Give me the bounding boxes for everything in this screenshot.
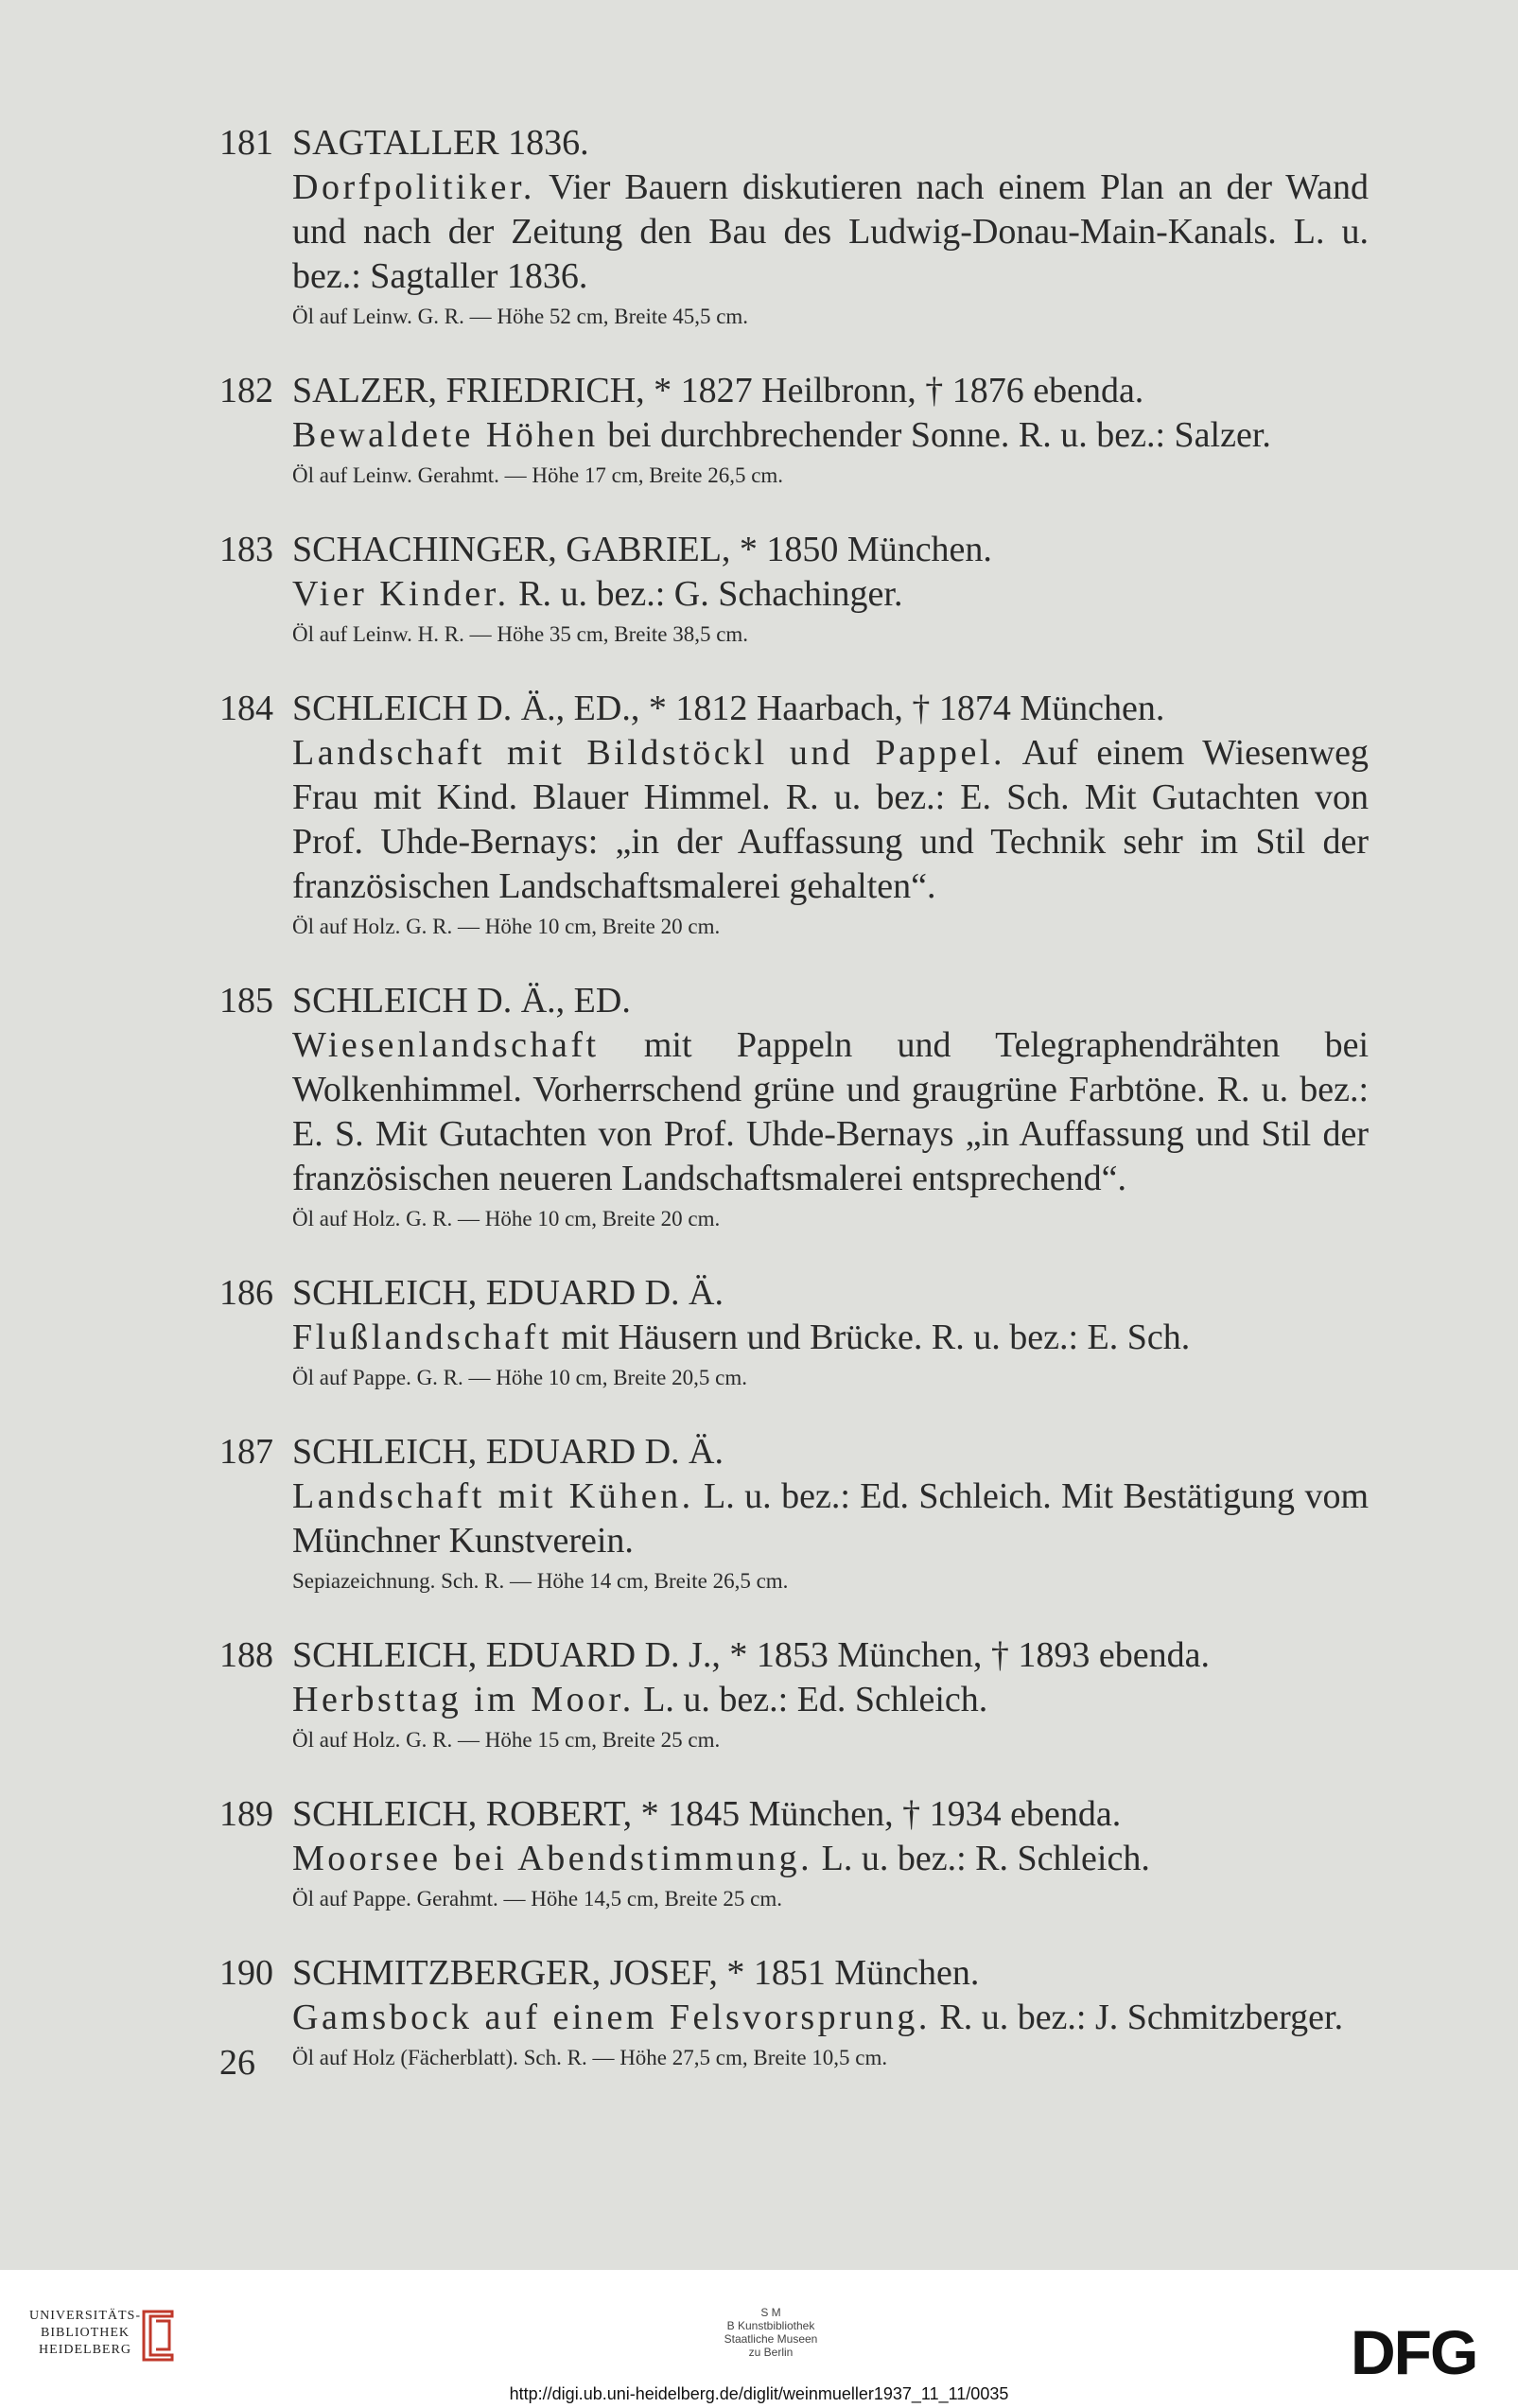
entry-number: 190: [219, 1953, 273, 1993]
artist-heading: SAGTALLER 1836.: [292, 123, 589, 163]
artist-heading: SALZER, FRIEDRICH, * 1827 Heilbronn, † 1876 ebenda.: [292, 371, 1144, 410]
entry-number: 182: [219, 371, 273, 410]
catalog-entry: [219, 1430, 1369, 1596]
catalog-entry: [219, 1792, 1369, 1913]
catalog-entry: [219, 369, 1369, 490]
artwork-title: Bewaldete Höhen: [292, 415, 599, 455]
artist-heading: SCHLEICH D. Ä., ED.: [292, 981, 631, 1021]
entry-description: [292, 1996, 1369, 2040]
technique-dimensions: Öl auf Leinw. Gerahmt. — Höhe 17 cm, Breite 26,5 cm.: [292, 463, 784, 487]
artist-heading: SCHLEICH, EDUARD D. Ä.: [292, 1432, 724, 1472]
sm-kunstbibliothek-logo[interactable]: S M B Kunstbibliothek Staatliche Museen zu Berlin: [724, 2306, 818, 2359]
artwork-title: Dorfpolitiker.: [292, 167, 535, 207]
entry-number: 187: [219, 1432, 273, 1472]
artwork-title: Flußlandschaft: [292, 1317, 552, 1357]
artwork-title: Moorsee bei Abendstimmung.: [292, 1839, 813, 1878]
page-number: 26: [219, 2043, 255, 2083]
entry-list: [219, 121, 1369, 2110]
digitization-footer: [0, 2270, 1518, 2408]
description-text: Auf einem Wiesenweg Frau mit Kind. Blauer Himmel. R. u. bez.: E. Sch. Mit Gutachten von Prof. Uhde-Bernays: „in der Auffassung und Technik sehr im Stil der französischen Landschaftsmalerei gehalten“.: [292, 733, 1369, 906]
entry-description: [292, 166, 1369, 299]
technique-dimensions: Öl auf Holz. G. R. — Höhe 10 cm, Breite 20 cm.: [292, 915, 721, 938]
catalog-entry: [219, 979, 1369, 1233]
artist-heading: SCHLEICH D. Ä., ED., * 1812 Haarbach, † 1874 München.: [292, 689, 1165, 728]
catalog-entry: [219, 1271, 1369, 1392]
catalog-entry: [219, 1633, 1369, 1754]
technique-dimensions: Öl auf Pappe. Gerahmt. — Höhe 14,5 cm, Breite 25 cm.: [292, 1887, 783, 1911]
entry-description: [292, 1023, 1369, 1201]
entry-description: [292, 1474, 1369, 1563]
technique-dimensions: Öl auf Leinw. G. R. — Höhe 52 cm, Breite 45,5 cm.: [292, 305, 749, 328]
catalog-entry: [219, 1951, 1369, 2072]
entry-description: [292, 731, 1369, 909]
description-text: Vier Bauern diskutieren nach einem Plan an der Wand und nach der Zeitung den Bau des Ludwig-Donau-Main-Kanals. L. u. bez.: Sagtaller 1836.: [292, 167, 1369, 296]
permalink-url[interactable]: http://digi.ub.uni-heidelberg.de/diglit/weinmueller1937_11_11/0035: [509, 2384, 1009, 2403]
entry-description: [292, 1837, 1369, 1881]
artwork-title: Gamsbock auf einem Felsvorsprung.: [292, 1998, 931, 2037]
technique-dimensions: Öl auf Pappe. G. R. — Höhe 10 cm, Breite 20,5 cm.: [292, 1366, 747, 1389]
entry-description: [292, 1678, 1369, 1722]
library-emblem-icon: [138, 2308, 178, 2363]
technique-dimensions: Sepiazeichnung. Sch. R. — Höhe 14 cm, Breite 26,5 cm.: [292, 1569, 789, 1593]
artist-heading: SCHACHINGER, GABRIEL, * 1850 München.: [292, 530, 992, 569]
artwork-title: Vier Kinder.: [292, 574, 510, 614]
entry-description: [292, 1316, 1369, 1360]
university-library-logo[interactable]: UNIVERSITÄTS- BIBLIOTHEK HEIDELBERG: [29, 2309, 141, 2357]
description-text: mit Häusern und Brücke. R. u. bez.: E. Sch.: [561, 1317, 1191, 1357]
technique-dimensions: Öl auf Holz. G. R. — Höhe 15 cm, Breite 25 cm.: [292, 1728, 721, 1752]
technique-dimensions: Öl auf Holz (Fächerblatt). Sch. R. — Höhe 27,5 cm, Breite 10,5 cm.: [292, 2046, 888, 2069]
entry-number: 183: [219, 530, 273, 569]
catalog-entry: [219, 528, 1369, 649]
entry-number: 181: [219, 123, 273, 163]
description-text: L. u. bez.: Ed. Schleich.: [643, 1680, 988, 1719]
entry-number: 185: [219, 981, 273, 1021]
description-text: bei durchbrechender Sonne. R. u. bez.: Salzer.: [607, 415, 1271, 455]
entry-number: 186: [219, 1273, 273, 1313]
artist-heading: SCHLEICH, EDUARD D. Ä.: [292, 1273, 724, 1313]
entry-description: [292, 572, 1369, 617]
technique-dimensions: Öl auf Leinw. H. R. — Höhe 35 cm, Breite 38,5 cm.: [292, 622, 749, 646]
artwork-title: Landschaft mit Bildstöckl und Pappel.: [292, 733, 1005, 773]
description-text: mit Pappeln und Telegraphendrähten bei Wolkenhimmel. Vorherrschend grüne und graugrüne Farbtöne. R. u. bez.: E. S. Mit Gutachten von Prof. Uhde-Bernays „in Auffassung und Stil der französischen neueren Landschaftsmalerei entsprechend“.: [292, 1025, 1370, 1198]
entry-number: 188: [219, 1635, 273, 1675]
artwork-title: Herbsttag im Moor.: [292, 1680, 635, 1719]
entry-description: [292, 413, 1369, 458]
catalog-entry: [219, 687, 1369, 941]
description-text: L. u. bez.: Ed. Schleich. Mit Bestätigung vom Münchner Kunstverein.: [292, 1476, 1370, 1561]
dfg-logo[interactable]: DFG: [1351, 2317, 1477, 2387]
artist-heading: SCHMITZBERGER, JOSEF, * 1851 München.: [292, 1953, 980, 1993]
artist-heading: SCHLEICH, EDUARD D. J., * 1853 München, † 1893 ebenda.: [292, 1635, 1210, 1675]
description-text: R. u. bez.: G. Schachinger.: [518, 574, 903, 614]
entry-number: 184: [219, 689, 273, 728]
entry-number: 189: [219, 1794, 273, 1834]
description-text: L. u. bez.: R. Schleich.: [821, 1839, 1150, 1878]
description-text: R. u. bez.: J. Schmitzberger.: [939, 1998, 1344, 2037]
artwork-title: Wiesenlandschaft: [292, 1025, 600, 1065]
artist-heading: SCHLEICH, ROBERT, * 1845 München, † 1934 ebenda.: [292, 1794, 1122, 1834]
catalog-entry: [219, 121, 1369, 331]
artwork-title: Landschaft mit Kühen.: [292, 1476, 694, 1516]
technique-dimensions: Öl auf Holz. G. R. — Höhe 10 cm, Breite 20 cm.: [292, 1207, 721, 1230]
